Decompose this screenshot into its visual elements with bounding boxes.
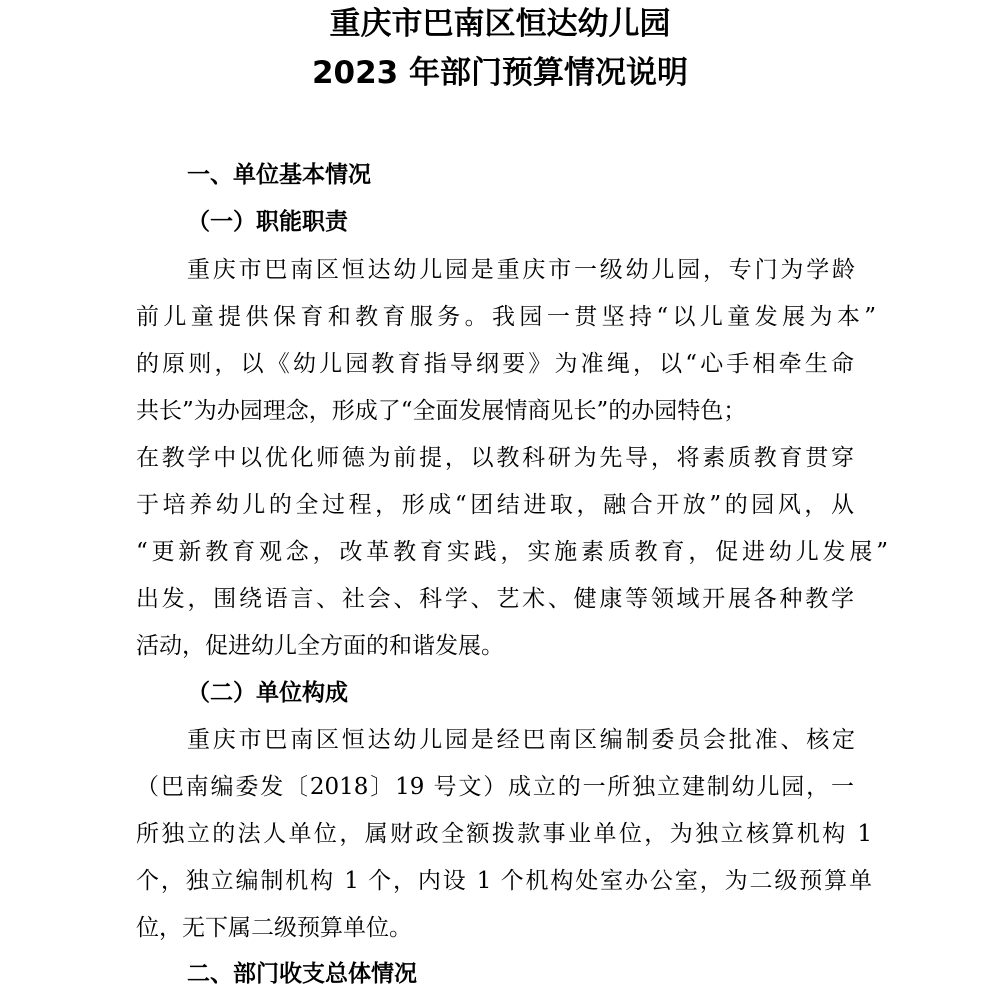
paragraph-line: 重庆市巴南区恒达幼儿园是经巴南区编制委员会批准、核定 (187, 727, 855, 753)
section-1-heading: 一、单位基本情况 (187, 162, 371, 188)
document-title-line-1: 重庆市巴南区恒达幼儿园 (329, 6, 671, 42)
subsection-2-heading: （二）单位构成 (187, 679, 348, 706)
paragraph-line: 位，无下属二级预算单位。 (136, 915, 412, 941)
paragraph-line: 所独立的法人单位，属财政全额拨款事业单位，为独立核算机构 1 (136, 821, 872, 847)
paragraph-line: 共长”为办园理念，形成了“全面发展情商见长”的办园特色； (136, 398, 747, 424)
document-title-line-2: 2023 年部门预算情况说明 (311, 55, 689, 91)
paragraph-line: 在教学中以优化师德为前提，以教科研为先导，将素质教育贯穿 (136, 445, 854, 471)
paragraph-line: “更新教育观念，改革教育实践，实施素质教育，促进幼儿发展” (136, 539, 888, 565)
paragraph-line: （巴南编委发〔2018〕19 号文）成立的一所独立建制幼儿园，一 (136, 774, 854, 800)
paragraph-line: 出发，围绕语言、社会、科学、艺术、健康等领域开展各种教学 (136, 586, 854, 612)
paragraph-line: 于培养幼儿的全过程，形成“团结进取，融合开放”的园风，从 (136, 492, 854, 518)
paragraph-line: 的原则，以《幼儿园教育指导纲要》为准绳，以“心手相牵生命 (136, 351, 854, 377)
section-2-heading: 二、部门收支总体情况 (187, 961, 417, 987)
paragraph-line: 活动，促进幼儿全方面的和谐发展。 (136, 633, 504, 659)
paragraph-line: 前儿童提供保育和教育服务。我园一贯坚持“以儿童发展为本” (136, 304, 876, 330)
subsection-1-heading: （一）职能职责 (187, 208, 348, 235)
paragraph-line: 个，独立编制机构 1 个，内设 1 个机构处室办公室，为二级预算单 (136, 868, 872, 894)
paragraph-line: 重庆市巴南区恒达幼儿园是重庆市一级幼儿园，专门为学龄 (187, 257, 855, 283)
